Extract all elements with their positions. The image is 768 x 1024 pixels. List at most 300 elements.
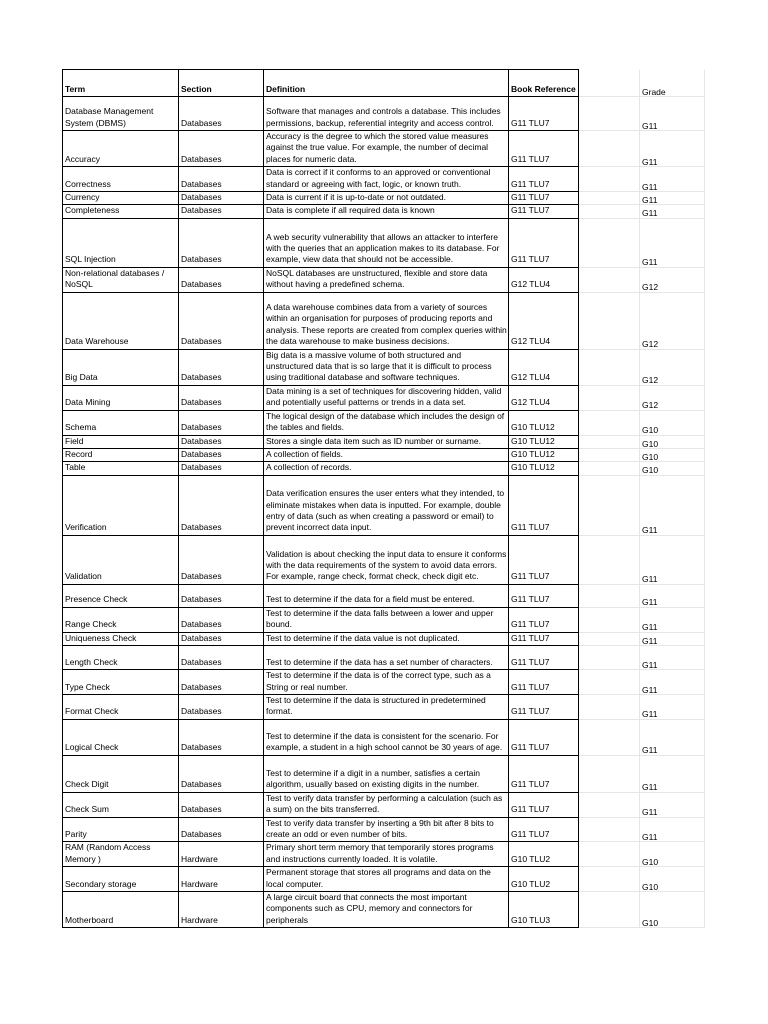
definition-cell[interactable]: [264, 218, 509, 267]
blank-cell[interactable]: [579, 167, 640, 192]
blank-cell[interactable]: [579, 792, 640, 817]
term-text: Record: [65, 448, 93, 459]
section-text: Databases: [181, 779, 222, 790]
definition-text: Data mining is a set of techniques for discovering hidden, valid and potentially useful patterns or trends in a data set.: [266, 385, 502, 408]
section-cell[interactable]: [179, 719, 264, 755]
table-row: [63, 694, 705, 719]
term-cell[interactable]: [63, 842, 179, 867]
ref-text: G11 TLU7: [511, 779, 550, 790]
table-row: [63, 131, 705, 167]
term-text: Check Sum: [65, 804, 109, 815]
grade-cell[interactable]: [640, 867, 705, 892]
section-cell[interactable]: [179, 292, 264, 349]
table-row: [63, 435, 705, 448]
blank-cell[interactable]: [579, 448, 640, 461]
section-cell[interactable]: [179, 645, 264, 669]
definition-cell[interactable]: [264, 462, 509, 475]
reference-cell[interactable]: [509, 435, 579, 448]
ref-text: G11 TLU7: [511, 742, 550, 753]
section-cell[interactable]: [179, 792, 264, 817]
definition-text: Test to verify data transfer by inserting a 9th bit after 8 bits to create an odd or even number of bits.: [266, 817, 494, 839]
grade-text: G10: [642, 451, 659, 462]
reference-cell[interactable]: [509, 410, 579, 435]
table-row: [63, 475, 705, 535]
table-row: [63, 385, 705, 410]
reference-cell[interactable]: [509, 292, 579, 349]
definition-cell[interactable]: [264, 645, 509, 669]
definition-cell[interactable]: [264, 817, 509, 842]
reference-cell[interactable]: [509, 694, 579, 719]
reference-cell[interactable]: [509, 632, 579, 645]
term-cell[interactable]: [63, 694, 179, 719]
term-cell[interactable]: [63, 97, 179, 131]
section-cell[interactable]: [179, 632, 264, 645]
ref-text: G11 TLU7: [511, 192, 550, 203]
grade-text: G11: [642, 525, 658, 536]
ref-text: G12 TLU4: [511, 336, 551, 347]
reference-cell[interactable]: [509, 131, 579, 167]
term-cell[interactable]: [63, 349, 179, 385]
grade-text: G10: [642, 856, 659, 867]
ref-text: G10 TLU12: [511, 422, 555, 433]
header-section-cell[interactable]: [179, 70, 264, 97]
grade-text: G12: [642, 375, 659, 386]
term-cell[interactable]: [63, 131, 179, 167]
term-text: Data Mining: [65, 397, 111, 408]
term-cell[interactable]: [63, 448, 179, 461]
reference-cell[interactable]: [509, 669, 579, 694]
reference-cell[interactable]: [509, 792, 579, 817]
definition-cell[interactable]: [264, 167, 509, 192]
grade-cell[interactable]: [640, 755, 705, 792]
definition-text: Test to determine if the data is consistent for the scenario. For example, a student in a high school cannot be 30 years of age.: [266, 730, 503, 753]
term-text: Verification: [65, 522, 107, 533]
grade-cell[interactable]: [640, 694, 705, 719]
reference-cell[interactable]: [509, 892, 579, 928]
header-label: Definition: [266, 83, 306, 94]
reference-cell[interactable]: [509, 607, 579, 632]
term-cell[interactable]: [63, 669, 179, 694]
section-text: Databases: [181, 632, 222, 643]
definition-cell[interactable]: [264, 410, 509, 435]
ref-text: G10 TLU12: [511, 462, 555, 473]
definition-text: Test to determine if the data falls between a lower and upper bound.: [266, 607, 494, 630]
header-label: Section: [181, 83, 212, 94]
glossary-table-body: [63, 70, 705, 928]
term-text: Format Check: [65, 706, 119, 717]
term-text: Length Check: [65, 656, 118, 667]
reference-cell[interactable]: [509, 385, 579, 410]
definition-text: Accuracy is the degree to which the stored value measures against the true value. For example, the number of decimal places for numeric data.: [266, 131, 489, 164]
grade-cell[interactable]: [640, 385, 705, 410]
grade-cell[interactable]: [640, 632, 705, 645]
header-grade-cell[interactable]: [640, 70, 705, 97]
blank-cell[interactable]: [579, 867, 640, 892]
section-cell[interactable]: [179, 892, 264, 928]
section-cell[interactable]: [179, 435, 264, 448]
grade-cell[interactable]: [640, 584, 705, 607]
section-cell[interactable]: [179, 205, 264, 218]
definition-cell[interactable]: [264, 669, 509, 694]
blank-cell[interactable]: [579, 694, 640, 719]
grade-cell[interactable]: [640, 131, 705, 167]
term-cell[interactable]: [63, 817, 179, 842]
term-cell[interactable]: [63, 267, 179, 292]
grade-text: G11: [642, 635, 658, 646]
term-text: Non-relational databases / NoSQL: [65, 267, 165, 290]
definition-cell[interactable]: [264, 867, 509, 892]
grade-cell[interactable]: [640, 792, 705, 817]
definition-text: Test to determine if the data is of the correct type, such as a String or real number.: [266, 670, 491, 692]
grade-text: G10: [642, 917, 659, 928]
grade-text: G11: [642, 120, 658, 131]
definition-text: Test to determine if a digit in a number, satisfies a certain algorithm, usually based on existing digits in the number.: [266, 767, 481, 790]
definition-cell[interactable]: [264, 267, 509, 292]
section-text: Databases: [181, 397, 222, 408]
table-row: [63, 842, 705, 867]
reference-cell[interactable]: [509, 842, 579, 867]
definition-cell[interactable]: [264, 435, 509, 448]
definition-text: A collection of records.: [266, 462, 352, 473]
header-label: Term: [65, 83, 86, 94]
blank-cell[interactable]: [579, 669, 640, 694]
definition-text: Validation is about checking the input data to ensure it conforms with the data requirements of the system to avoid data errors. For example, range check, format check, check digit etc.: [266, 548, 507, 582]
section-cell[interactable]: [179, 448, 264, 461]
ref-text: G10 TLU2: [511, 878, 551, 889]
reference-cell[interactable]: [509, 267, 579, 292]
section-cell[interactable]: [179, 131, 264, 167]
grade-cell[interactable]: [640, 435, 705, 448]
table-row: [63, 218, 705, 267]
section-text: Databases: [181, 571, 222, 582]
definition-cell[interactable]: [264, 292, 509, 349]
definition-cell[interactable]: [264, 385, 509, 410]
section-text: Databases: [181, 462, 222, 473]
grade-cell[interactable]: [640, 475, 705, 535]
header-definition-cell[interactable]: [264, 70, 509, 97]
section-cell[interactable]: [179, 192, 264, 205]
grade-text: G11: [642, 195, 658, 205]
blank-cell[interactable]: [579, 645, 640, 669]
section-cell[interactable]: [179, 97, 264, 131]
ref-text: G10 TLU12: [511, 448, 555, 459]
grade-cell[interactable]: [640, 448, 705, 461]
definition-cell[interactable]: [264, 792, 509, 817]
term-cell[interactable]: [63, 292, 179, 349]
definition-cell[interactable]: [264, 632, 509, 645]
term-cell[interactable]: [63, 892, 179, 928]
definition-cell[interactable]: [264, 694, 509, 719]
grade-cell[interactable]: [640, 892, 705, 928]
definition-cell[interactable]: [264, 584, 509, 607]
section-text: Databases: [181, 804, 222, 815]
term-text: Data Warehouse: [65, 336, 129, 347]
definition-text: A collection of fields.: [266, 448, 344, 459]
table-row: [63, 267, 705, 292]
section-text: Databases: [181, 828, 222, 839]
blank-cell[interactable]: [579, 218, 640, 267]
grade-text: G12: [642, 339, 659, 350]
definition-cell[interactable]: [264, 349, 509, 385]
grade-text: G11: [642, 622, 658, 633]
grade-text: G12: [642, 282, 659, 293]
section-text: Databases: [181, 336, 222, 347]
blank-cell[interactable]: [579, 719, 640, 755]
grade-text: G11: [642, 597, 658, 608]
grade-cell[interactable]: [640, 192, 705, 205]
blank-cell[interactable]: [579, 131, 640, 167]
grade-cell[interactable]: [640, 535, 705, 584]
term-text: RAM (Random Access Memory ): [65, 842, 151, 864]
blank-cell[interactable]: [579, 817, 640, 842]
section-text: Hardware: [181, 878, 218, 889]
grade-text: G10: [642, 425, 659, 435]
grade-cell[interactable]: [640, 292, 705, 349]
ref-text: G11 TLU7: [511, 571, 550, 582]
grade-cell[interactable]: [640, 462, 705, 475]
table-row: [63, 892, 705, 928]
term-cell[interactable]: [63, 218, 179, 267]
term-cell[interactable]: [63, 584, 179, 607]
grade-text: G11: [642, 574, 658, 585]
header-term-cell[interactable]: [63, 70, 179, 97]
ref-text: G12 TLU4: [511, 372, 551, 383]
ref-text: G12 TLU4: [511, 279, 551, 290]
term-cell[interactable]: [63, 792, 179, 817]
term-text: Range Check: [65, 619, 117, 630]
table-row: [63, 535, 705, 584]
grade-text: G11: [642, 782, 658, 793]
section-text: Databases: [181, 594, 222, 605]
term-text: Schema: [65, 422, 97, 433]
grade-cell[interactable]: [640, 205, 705, 218]
table-row: [63, 607, 705, 632]
term-cell[interactable]: [63, 385, 179, 410]
header-row: [63, 70, 705, 97]
blank-cell[interactable]: [579, 462, 640, 475]
definition-text: NoSQL databases are unstructured, flexible and store data without having a predefined schema.: [266, 267, 488, 290]
definition-cell[interactable]: [264, 131, 509, 167]
ref-text: G11 TLU7: [511, 594, 550, 605]
table-row: [63, 867, 705, 892]
term-text: Accuracy: [65, 153, 100, 164]
grade-cell[interactable]: [640, 97, 705, 131]
reference-cell[interactable]: [509, 475, 579, 535]
definition-cell[interactable]: [264, 842, 509, 867]
section-cell[interactable]: [179, 669, 264, 694]
table-row: [63, 167, 705, 192]
reference-cell[interactable]: [509, 97, 579, 131]
ref-text: G12 TLU4: [511, 397, 551, 408]
section-text: Databases: [181, 153, 222, 164]
section-cell[interactable]: [179, 475, 264, 535]
section-cell[interactable]: [179, 694, 264, 719]
term-text: Check Digit: [65, 779, 109, 790]
reference-cell[interactable]: [509, 867, 579, 892]
term-text: Completeness: [65, 205, 120, 216]
section-text: Databases: [181, 192, 222, 203]
definition-cell[interactable]: [264, 607, 509, 632]
definition-text: Test to determine if the data for a field must be entered.: [266, 594, 475, 605]
grade-cell[interactable]: [640, 218, 705, 267]
term-cell[interactable]: [63, 475, 179, 535]
term-cell[interactable]: [63, 867, 179, 892]
definition-cell[interactable]: [264, 755, 509, 792]
ref-text: G11 TLU7: [511, 804, 550, 815]
section-cell[interactable]: [179, 607, 264, 632]
grade-text: G11: [642, 156, 658, 167]
table-row: [63, 669, 705, 694]
grade-cell[interactable]: [640, 817, 705, 842]
term-cell[interactable]: [63, 167, 179, 192]
definition-cell[interactable]: [264, 192, 509, 205]
grade-cell[interactable]: [640, 410, 705, 435]
term-cell[interactable]: [63, 632, 179, 645]
section-text: Databases: [181, 279, 222, 290]
term-cell[interactable]: [63, 645, 179, 669]
blank-cell[interactable]: [579, 267, 640, 292]
section-cell[interactable]: [179, 584, 264, 607]
section-text: Databases: [181, 448, 222, 459]
grade-cell[interactable]: [640, 669, 705, 694]
definition-text: Software that manages and controls a database. This includes permissions, backup, referential integrity and access control.: [266, 106, 501, 128]
reference-cell[interactable]: [509, 645, 579, 669]
grade-text: G11: [642, 684, 658, 695]
reference-cell[interactable]: [509, 167, 579, 192]
blank-cell[interactable]: [579, 535, 640, 584]
header-blank-cell[interactable]: [579, 70, 640, 97]
ref-text: G11 TLU7: [511, 681, 550, 692]
section-cell[interactable]: [179, 410, 264, 435]
reference-cell[interactable]: [509, 349, 579, 385]
section-cell[interactable]: [179, 817, 264, 842]
reference-cell[interactable]: [509, 719, 579, 755]
definition-cell[interactable]: [264, 448, 509, 461]
definition-text: Big data is a massive volume of both structured and unstructured data that is so large that it is difficult to process using traditional database and software techniques.: [266, 349, 492, 383]
term-cell[interactable]: [63, 435, 179, 448]
blank-cell[interactable]: [579, 97, 640, 131]
table-row: [63, 349, 705, 385]
reference-cell[interactable]: [509, 218, 579, 267]
definition-text: A web security vulnerability that allows an attacker to interfere with the queries that an application makes to its database. For example, view data that should not be accessible.: [266, 231, 500, 265]
definition-text: A data warehouse combines data from a variety of sources within an organisation for purposes of producing reports and analysis. These reports are created from complex queries within the data warehouse to make business decisions.: [266, 302, 507, 347]
reference-cell[interactable]: [509, 584, 579, 607]
term-cell[interactable]: [63, 192, 179, 205]
grade-text: G11: [642, 831, 658, 842]
blank-cell[interactable]: [579, 755, 640, 792]
reference-cell[interactable]: [509, 817, 579, 842]
blank-cell[interactable]: [579, 842, 640, 867]
definition-cell[interactable]: [264, 475, 509, 535]
ref-text: G10 TLU2: [511, 853, 551, 864]
section-cell[interactable]: [179, 535, 264, 584]
definition-text: The logical design of the database which includes the design of the tables and fields.: [266, 410, 505, 433]
section-cell[interactable]: [179, 462, 264, 475]
definition-text: Permanent storage that stores all programs and data on the local computer.: [266, 867, 491, 889]
grade-cell[interactable]: [640, 349, 705, 385]
grade-text: G11: [642, 745, 658, 756]
grade-cell[interactable]: [640, 842, 705, 867]
ref-text: G11 TLU7: [511, 706, 550, 717]
definition-cell[interactable]: [264, 892, 509, 928]
term-cell[interactable]: [63, 535, 179, 584]
table-row: [63, 292, 705, 349]
grade-text: G11: [642, 257, 658, 268]
reference-cell[interactable]: [509, 462, 579, 475]
ref-text: G11 TLU7: [511, 522, 550, 533]
grade-cell[interactable]: [640, 607, 705, 632]
term-cell[interactable]: [63, 462, 179, 475]
definition-cell[interactable]: [264, 535, 509, 584]
grade-text: G10: [642, 881, 659, 892]
blank-cell[interactable]: [579, 349, 640, 385]
blank-cell[interactable]: [579, 892, 640, 928]
section-cell[interactable]: [179, 218, 264, 267]
reference-cell[interactable]: [509, 755, 579, 792]
term-text: Secondary storage: [65, 878, 137, 889]
blank-cell[interactable]: [579, 435, 640, 448]
term-cell[interactable]: [63, 607, 179, 632]
glossary-table: [62, 69, 705, 928]
term-text: Field: [65, 435, 84, 446]
blank-cell[interactable]: [579, 192, 640, 205]
term-cell[interactable]: [63, 205, 179, 218]
section-cell[interactable]: [179, 167, 264, 192]
term-text: Presence Check: [65, 594, 128, 605]
reference-cell[interactable]: [509, 448, 579, 461]
definition-text: Primary short term memory that temporarily stores programs and instructions currently loaded. It is volatile.: [266, 842, 494, 864]
section-cell[interactable]: [179, 842, 264, 867]
blank-cell[interactable]: [579, 632, 640, 645]
blank-cell[interactable]: [579, 385, 640, 410]
definition-cell[interactable]: [264, 205, 509, 218]
definition-cell[interactable]: [264, 719, 509, 755]
section-cell[interactable]: [179, 385, 264, 410]
section-cell[interactable]: [179, 867, 264, 892]
section-cell[interactable]: [179, 267, 264, 292]
blank-cell[interactable]: [579, 607, 640, 632]
section-cell[interactable]: [179, 755, 264, 792]
blank-cell[interactable]: [579, 584, 640, 607]
definition-text: Data is complete if all required data is known: [266, 205, 435, 216]
reference-cell[interactable]: [509, 192, 579, 205]
table-row: [63, 462, 705, 475]
grade-cell[interactable]: [640, 167, 705, 192]
blank-cell[interactable]: [579, 410, 640, 435]
table-row: [63, 817, 705, 842]
section-text: Databases: [181, 117, 222, 128]
blank-cell[interactable]: [579, 475, 640, 535]
term-cell[interactable]: [63, 719, 179, 755]
reference-cell[interactable]: [509, 535, 579, 584]
blank-cell[interactable]: [579, 292, 640, 349]
grade-cell[interactable]: [640, 645, 705, 669]
definition-cell[interactable]: [264, 97, 509, 131]
header-reference-cell[interactable]: [509, 70, 579, 97]
ref-text: G11 TLU7: [511, 656, 550, 667]
definition-text: A large circuit board that connects the most important components such as CPU, memory and connectors for peripherals: [266, 892, 473, 925]
reference-cell[interactable]: [509, 205, 579, 218]
grade-cell[interactable]: [640, 719, 705, 755]
definition-text: Data is current if it is up-to-date or not outdated.: [266, 192, 447, 203]
term-cell[interactable]: [63, 410, 179, 435]
term-text: Parity: [65, 828, 87, 839]
ref-text: G11 TLU7: [511, 153, 550, 164]
term-cell[interactable]: [63, 755, 179, 792]
blank-cell[interactable]: [579, 205, 640, 218]
section-cell[interactable]: [179, 349, 264, 385]
grade-cell[interactable]: [640, 267, 705, 292]
